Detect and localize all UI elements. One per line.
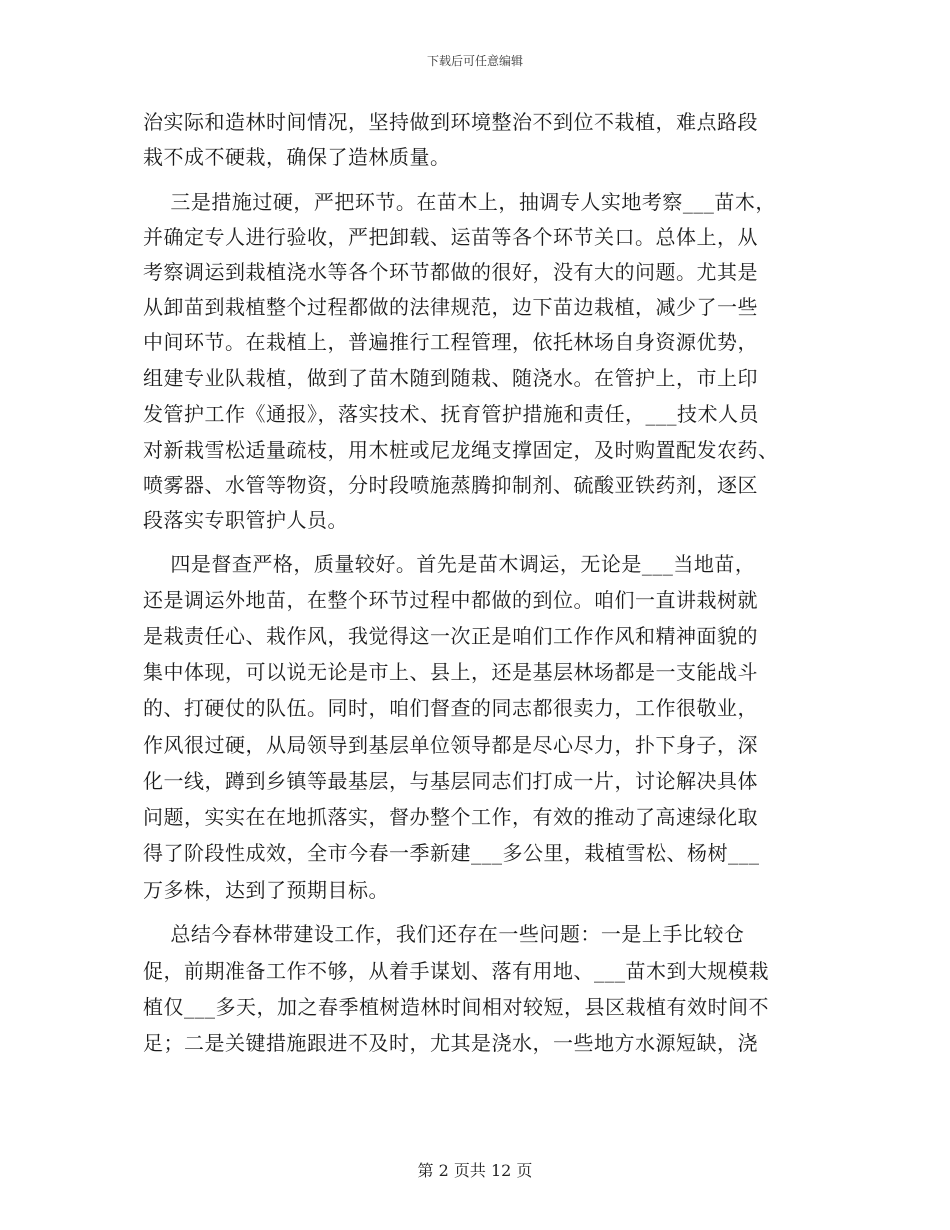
- text-line: 组建专业队栽植，做到了苗木随到随栽、随浇水。在管护上，市上印: [143, 366, 758, 390]
- page-header: 下载后可任意编辑: [426, 54, 523, 68]
- text-line: 问题，实实在在地抓落实，督办整个工作，有效的推动了高速绿化取: [143, 805, 758, 829]
- text-line: 喷雾器、水管等物资，分时段喷施蒸腾抑制剂、硫酸亚铁药剂，逐区: [143, 473, 758, 497]
- text-line: 足；二是关键措施跟进不及时，尤其是浇水，一些地方水源短缺，浇: [143, 1031, 758, 1055]
- text-line: 考察调运到栽植浇水等各个环节都做的很好，没有大的问题。尤其是: [143, 260, 758, 284]
- text-line: 段落实专职管护人员。: [143, 508, 348, 532]
- text-line: 植仅___多天，加之春季植树造林时间相对较短，县区栽植有效时间不: [143, 995, 769, 1019]
- text-line: 集中体现，可以说无论是市上、县上，还是基层林场都是一支能战斗: [143, 660, 758, 684]
- text-line: 从卸苗到栽植整个过程都做的法律规范，边下苗边栽植，减少了一些: [143, 295, 758, 319]
- text-line: 化一线，蹲到乡镇等最基层，与基层同志们打成一片，讨论解决具体: [143, 769, 758, 793]
- text-line: 的、打硬仗的队伍。同时，咱们督查的同志都很卖力，工作很敬业，: [143, 696, 758, 720]
- text-line: 是栽责任心、栽作风，我觉得这一次正是咱们工作作风和精神面貌的: [143, 624, 758, 648]
- text-line: 三是措施过硬，严把环节。在苗木上，抽调专人实地考察___苗木，: [143, 190, 776, 214]
- text-line: 四是督查严格，质量较好。首先是苗木调运，无论是___当地苗，: [143, 552, 756, 576]
- text-line: 发管护工作《通报》，落实技术、抚育管护措施和责任，___技术人员: [143, 402, 759, 426]
- text-line: 促，前期准备工作不够，从着手谋划、落有用地、___苗木到大规模栽: [143, 959, 769, 983]
- text-line: 栽不成不硬栽，确保了造林质量。: [143, 145, 451, 169]
- text-line: 还是调运外地苗，在整个环节过程中都做的到位。咱们一直讲栽树就: [143, 588, 758, 612]
- text-line: 中间环节。在栽植上，普遍推行工程管理，依托林场自身资源优势，: [143, 330, 758, 354]
- text-line: 得了阶段性成效，全市今春一季新建___多公里，栽植雪松、杨树___: [143, 841, 760, 865]
- text-line: 并确定专人进行验收，严把卸载、运苗等各个环节关口。总体上，从: [143, 225, 758, 249]
- text-line: 作风很过硬，从局领导到基层单位领导都是尽心尽力，扑下身子，深: [143, 733, 758, 757]
- text-line: 总结今春林带建设工作，我们还存在一些问题：一是上手比较仓: [143, 922, 745, 946]
- text-line: 对新栽雪松适量疏枝，用木桩或尼龙绳支撑固定，及时购置配发农药、: [143, 438, 779, 462]
- text-line: 万多株，达到了预期目标。: [143, 878, 389, 902]
- page-footer: 第 2 页共 12 页: [417, 1161, 533, 1180]
- text-line: 治实际和造林时间情况，坚持做到环境整治不到位不栽植，难点路段: [143, 110, 758, 134]
